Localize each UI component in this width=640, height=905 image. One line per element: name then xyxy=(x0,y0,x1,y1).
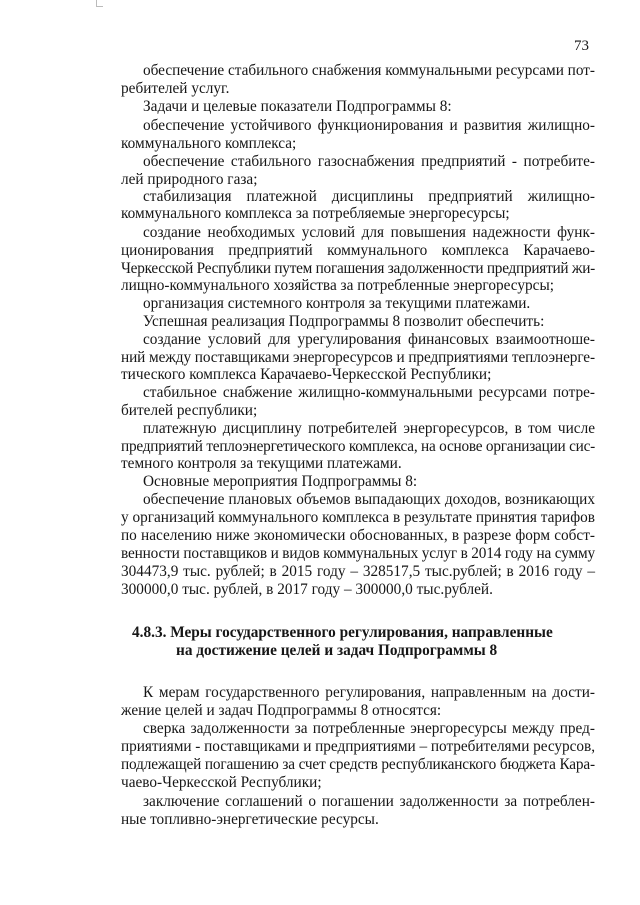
text-line: чаево-Черкесской Республики; xyxy=(121,774,322,791)
text-line: коммунального комплекса за потребляемые энергоресурсы; xyxy=(121,205,510,222)
text-line: Основные мероприятия Подпрограммы 8: xyxy=(143,473,418,490)
text-line: заключение соглашений о погашении задолженности за потреблен- xyxy=(143,793,595,810)
text-line: обеспечение устойчивого функционирования и развития жилищно- xyxy=(143,117,595,134)
text-line: создание необходимых условий для повышения надежности функ- xyxy=(143,224,595,241)
text-line: лищно-коммунального хозяйства за потребленные энергоресурсы; xyxy=(121,277,554,294)
text-line: у организаций коммунального комплекса в результате принятия тарифов xyxy=(121,509,595,526)
text-line: К мерам государственного регулирования, направленным на дости- xyxy=(143,684,595,701)
text-line: ний между поставщиками энергоресурсов и предприятиями теплоэнерге- xyxy=(121,349,595,366)
text-line: предприятий теплоэнергетического комплекса, на основе организации сис- xyxy=(121,438,595,455)
text-line: обеспечение стабильного газоснабжения предприятий - потребите- xyxy=(143,153,595,170)
text-line: Успешная реализация Подпрограммы 8 позволит обеспечить: xyxy=(143,313,545,330)
text-line: организация системного контроля за текущими платежами. xyxy=(143,295,531,312)
text-line: Задачи и целевые показатели Подпрограммы 8: xyxy=(143,98,452,115)
text-line: обеспечение плановых объемов выпадающих доходов, возникающих xyxy=(143,491,595,508)
text-line: коммунального комплекса; xyxy=(121,135,297,152)
text-line: сверка задолженности за потребленные энергоресурсы между пред- xyxy=(143,720,595,737)
text-line: по населению ниже экономически обоснованных, в разрезе форм собст- xyxy=(121,527,595,544)
scan-corner-mark xyxy=(96,0,103,7)
text-line: стабильное снабжение жилищно-коммунальными ресурсами потре- xyxy=(143,384,595,401)
text-line: жение целей и задач Подпрограммы 8 относятся: xyxy=(121,702,442,719)
text-line: 304473,9 тыс. рублей; в 2015 году – 328517,5 тыс.рублей; в 2016 году – xyxy=(121,563,595,580)
section-heading-line: на достижение целей и задач Подпрограммы 8 xyxy=(176,642,498,659)
text-line: 300000,0 тыс. рублей, в 2017 году – 300000,0 тыс.рублей. xyxy=(121,581,493,598)
text-line: бителей республики; xyxy=(121,402,258,419)
text-line: ребителей услуг. xyxy=(121,80,230,97)
text-line: стабилизация платежной дисциплины предприятий жилищно- xyxy=(143,188,595,205)
text-line: тического комплекса Карачаево-Черкесской Республики; xyxy=(121,366,492,383)
text-line: приятиями - поставщиками и предприятиями – потребителями ресурсов, xyxy=(121,738,595,755)
text-line: создание условий для урегулирования финансовых взаимоотноше- xyxy=(143,331,595,348)
text-line: обеспечение стабильного снабжения коммунальными ресурсами пот- xyxy=(143,62,595,79)
page-number: 73 xyxy=(574,38,589,54)
text-line: темного контроля за текущими платежами. xyxy=(121,455,402,472)
text-line: лей природного газа; xyxy=(121,171,258,188)
section-heading-line: 4.8.3. Меры государственного регулирования, направленные xyxy=(132,624,553,641)
text-line: платежную дисциплину потребителей энергоресурсов, в том числе xyxy=(143,420,595,437)
text-line: ные топливно-энергетические ресурсы. xyxy=(121,811,379,828)
text-line: ционирования предприятий коммунального комплекса Карачаево- xyxy=(121,242,595,259)
text-line: венности поставщиков и видов коммунальных услуг в 2014 году на сумму xyxy=(121,545,595,562)
text-line: Черкесской Республики путем погашения задолженности предприятий жи- xyxy=(121,260,595,277)
text-line: подлежащей погашению за счет средств республиканского бюджета Кара- xyxy=(121,756,595,773)
